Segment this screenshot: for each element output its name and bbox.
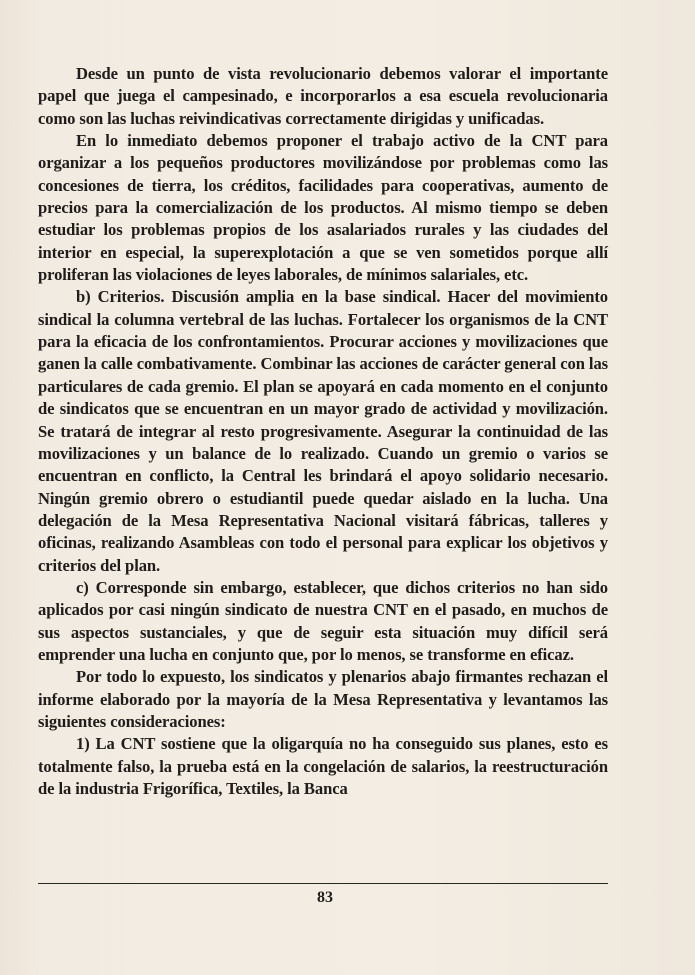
paragraph-b-criterios: b) Criterios. Discusión amplia en la base sindical. Hacer del movimiento sindical la columna vertebral de las luchas. Fortalecer los organismos de la CNT para la eficacia de los confrontamientos. Procurar acciones y movilizaciones que ganen la calle combativamente. Combinar las acciones de carácter general con las particulares de cada gremio. El plan se apoyará en cada momento en el conjunto de sindicatos que se encuentran en un mayor grado de actividad y movilización. Se tratará de integrar al resto progresivamente. Asegurar la continuidad de las movilizaciones y un balance de lo realizado. Cuando un gremio o varios se encuentran en conflicto, la Central les brindará el apoyo solidario necesario. Ningún gremio obrero o estudiantil puede quedar aislado en la lucha. Una delegación de la Mesa Representativa Nacional visitará fábricas, talleres y oficinas, realizando Asambleas con todo el personal para explicar los objetivos y criterios del plan. bbox=[38, 287, 608, 575]
paragraph-por-todo-lo-expuesto: Por todo lo expuesto, los sindicatos y plenarios abajo firmantes rechazan el informe elaborado por la mayoría de la Mesa Representativa y levantamos las siguientes consideraciones: bbox=[38, 667, 608, 731]
paragraph-c-corresponde: c) Corresponde sin embargo, establecer, que dichos criterios no han sido aplicados por casi ningún sindicato de nuestra CNT en el pasado, en muchos de sus aspectos sustanciales, y que de seguir esta situación muy difícil será emprender una lucha en conjunto que, por lo menos, se transforme en eficaz. bbox=[38, 577, 608, 664]
footer-rule bbox=[38, 883, 608, 884]
paragraph-campesinado: Desde un punto de vista revolucionario debemos valorar el importante papel que juega el campesinado, e incorporarlos a esa escuela revolucionaria como son las luchas reivindicativas correctamente dirigidas y unificadas. bbox=[38, 64, 608, 128]
paragraph-lo-inmediato: En lo inmediato debemos proponer el trabajo activo de la CNT para organizar a los pequeños productores movilizándose por problemas como las concesiones de tierra, los créditos, facilidades para cooperativas, aumento de precios para la comercialización de los productos. Al mismo tiempo se deben estudiar los problemas propios de los asalariados rurales y las ciudades del interior en especial, la superexplotación a que se ven sometidos porque allí proliferan las violaciones de leyes laborales, de mínimos salariales, etc. bbox=[38, 131, 608, 285]
paragraph-1-cnt-sostiene: 1) La CNT sostiene que la oligarquía no ha conseguido sus planes, esto es totalmente falso, la prueba está en la congelación de salarios, la reestructuración de la industria Frigorífica, Textiles, la Banca bbox=[38, 734, 608, 798]
page-number: 83 bbox=[317, 889, 333, 906]
body-text bbox=[38, 63, 608, 800]
